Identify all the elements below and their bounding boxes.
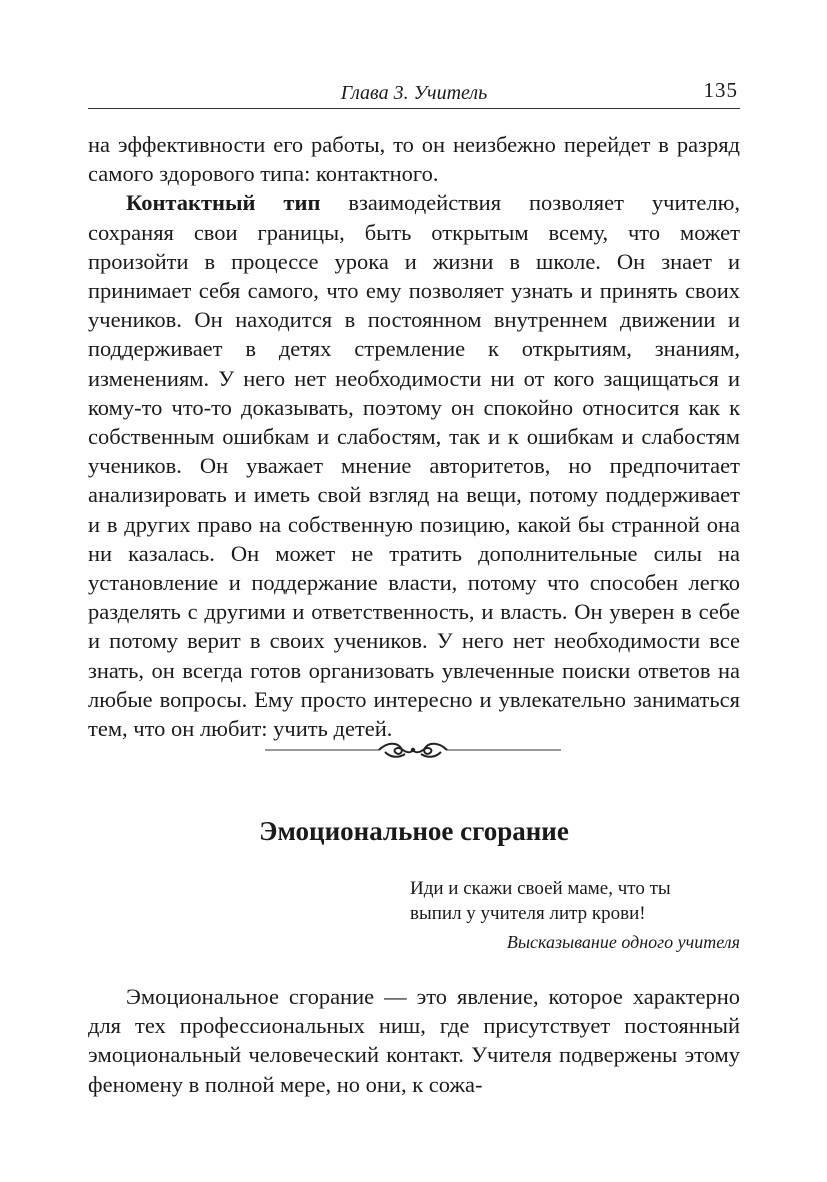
chapter-title: Глава 3. Учитель [340,82,488,104]
epigraph-line-2: выпил у учителя литр крови! [410,903,646,924]
paragraph-contact-type [88,188,740,743]
paragraph-continued: на эффективности его работы, то он неизбежно перейдет в разряд самого здорового типа: контактного. [88,132,740,187]
section-heading: Эмоциональное сгорание [259,816,569,846]
epigraph-line-1: Иди и скажи своей маме, что ты [410,878,671,899]
main-text [88,130,740,743]
epigraph-author: Высказывание одного учителя [506,932,740,952]
bold-term: Контактный тип [126,190,321,216]
section-text [88,982,740,1099]
epigraph [380,876,740,955]
running-header [88,78,740,109]
section-paragraph: Эмоциональное сгорание — это явление, которое характерно для тех профессиональных ниш, где присутствует постоянный эмоциональный человеческий контакт. Учителя подвержены этому феномену в полной мере, но они, к сожа- [88,984,740,1097]
page-number: 135 [703,78,738,102]
fleuron-divider-icon [265,738,561,762]
paragraph-text: взаимодействия позволяет учителю, сохраняя свои границы, быть открытым всему, что может произойти в процессе урока и жизни в школе. Он знает и принимает себя самого, что ему позволяет узнать и принять своих учеников. Он находится в постоянном внутреннем движении и поддерживает в детях стремление к открытиям, знаниям, изменениям. У него нет необходимости ни от кого защищаться и кому-то что-то доказывать, поэтому он спокойно относится как к собственным ошибкам и слабостям, так и к ошибкам и слабостям учеников. Он уважает мнение авторитетов, но предпочитает анализировать и иметь свой взгляд на вещи, потому поддерживает и в других право на собственную позицию, какой бы странной она ни казалась. Он может не тратить дополнительные силы на установление и поддержание власти, потому что способен легко разделять с другими и ответственность, и власть. Он уверен в себе и потому верит в своих учеников. У него нет необходимости все знать, он всегда готов организовать увлеченные поиски ответов на любые вопросы. Ему просто интересно и увлекательно заниматься тем, что он любит: учить детей. [88,190,740,742]
